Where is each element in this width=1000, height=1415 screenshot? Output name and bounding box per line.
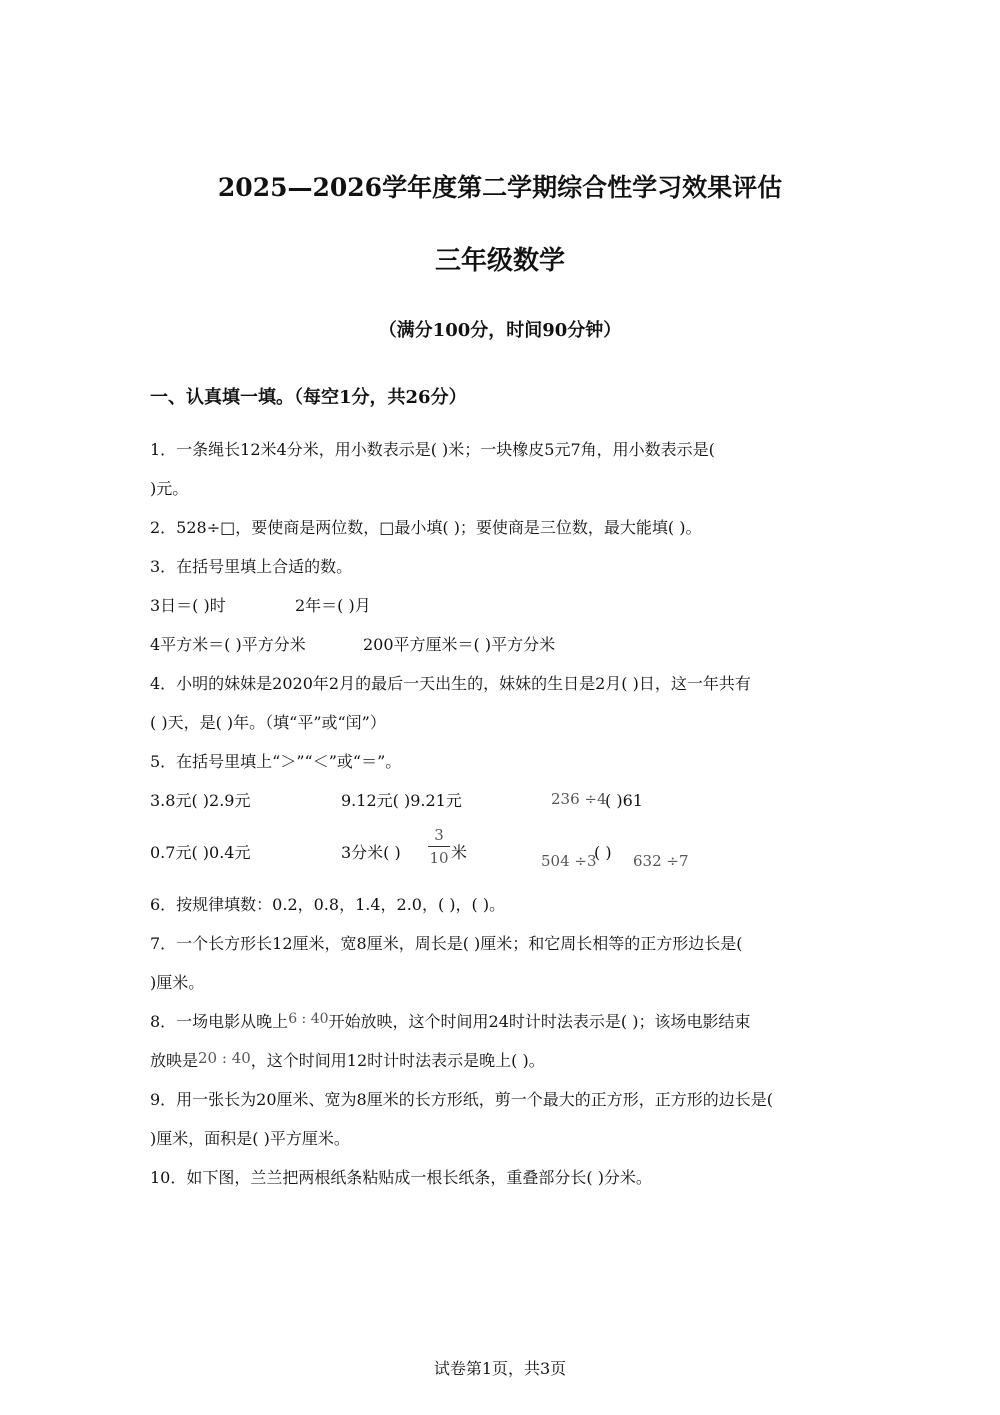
question-8-line-1-post: 开始放映，这个时间用24时计时法表示是( )；该场电影结束 <box>328 1012 751 1031</box>
question-3-item-b2: 200平方厘米＝( )平方分米 <box>363 635 556 654</box>
question-5-r2-c3-expression-2: 632 ÷7 <box>633 852 689 870</box>
question-3-item-a1: 3日＝( )时 <box>150 596 226 615</box>
question-8-line-2-post: ，这个时间用12时计时法表示是晚上( )。 <box>250 1051 545 1070</box>
question-5-r2-c2-part-a: 3分米( ) <box>341 843 401 862</box>
question-3-item-a2: 2年＝( )月 <box>295 596 371 615</box>
question-10: 10．如下图，兰兰把两根纸条粘贴成一根长纸条，重叠部分长( )分米。 <box>150 1168 652 1187</box>
page-footer: 试卷第1页，共3页 <box>433 1359 567 1378</box>
question-5-r1-c2: 9.12元( )9.21元 <box>341 791 462 810</box>
question-9-line-2: )厘米，面积是( )平方厘米。 <box>150 1129 350 1148</box>
question-1-line-2: )元。 <box>150 479 189 498</box>
question-5-r1-c3-expression: 236 ÷4 <box>551 790 607 808</box>
question-3-item-b1: 4平方米＝( )平方分米 <box>150 635 306 654</box>
question-5-r2-c3-expression-1: 504 ÷3 <box>541 852 597 870</box>
question-5-r2-c2-part-b: 米 <box>451 843 468 862</box>
exam-subtitle: 三年级数学 <box>434 246 565 276</box>
question-1-line-1: 1．一条绳长12米4分米，用小数表示是( )米；一块橡皮5元7角，用小数表示是( <box>150 440 715 459</box>
question-5-r2-c1: 0.7元( )0.4元 <box>150 843 251 862</box>
fraction-bar <box>428 846 450 847</box>
question-8-line-1-pre: 8．一场电影从晚上 <box>150 1012 289 1031</box>
section-heading: 一、认真填一填。（每空1分，共26分） <box>150 387 467 408</box>
question-2: 2．528÷□，要使商是两位数，□最小填( )；要使商是三位数，最大能填( )。 <box>150 518 702 537</box>
question-8-line-2-pre: 放映是 <box>150 1051 199 1070</box>
question-5-r1-c1: 3.8元( )2.9元 <box>150 791 251 810</box>
exam-title: 2025—2026学年度第二学期综合性学习效果评估 <box>217 173 783 202</box>
question-6: 6．按规律填数：0.2，0.8，1.4，2.0，( )，( )。 <box>150 895 506 914</box>
question-9-line-1: 9．用一张长为20厘米、宽为8厘米的长方形纸，剪一个最大的正方形，正方形的边长是( <box>150 1090 773 1109</box>
time-twenty-forty: 20 : 40 <box>198 1049 251 1067</box>
fraction-three-tenths <box>428 826 450 867</box>
question-8-line-2 <box>150 1051 545 1071</box>
exam-info: （满分100分，时间90分钟） <box>378 320 622 341</box>
fraction-denominator: 10 <box>429 849 449 867</box>
question-5-r2-c3-blank: ( ) <box>594 843 612 862</box>
question-4-line-1: 4．小明的妹妹是2020年2月的最后一天出生的，妹妹的生日是2月( )日，这一年共有 <box>150 674 751 693</box>
fraction-numerator: 3 <box>434 826 444 844</box>
question-8-line-1 <box>150 1012 750 1033</box>
question-4-line-2: ( )天，是( )年。（填“平”或“闰”） <box>150 713 386 732</box>
question-7-line-2: )厘米。 <box>150 973 205 992</box>
question-5: 5．在括号里填上“＞”“＜”或“＝”。 <box>150 752 402 771</box>
question-3: 3．在括号里填上合适的数。 <box>150 557 353 576</box>
question-5-r1-c3-blank: ( )61 <box>605 791 643 810</box>
question-7-line-1: 7．一个长方形长12厘米，宽8厘米，周长是( )厘米；和它周长相等的正方形边长是( <box>150 934 743 953</box>
time-six-forty: 6 : 40 <box>288 1011 329 1027</box>
